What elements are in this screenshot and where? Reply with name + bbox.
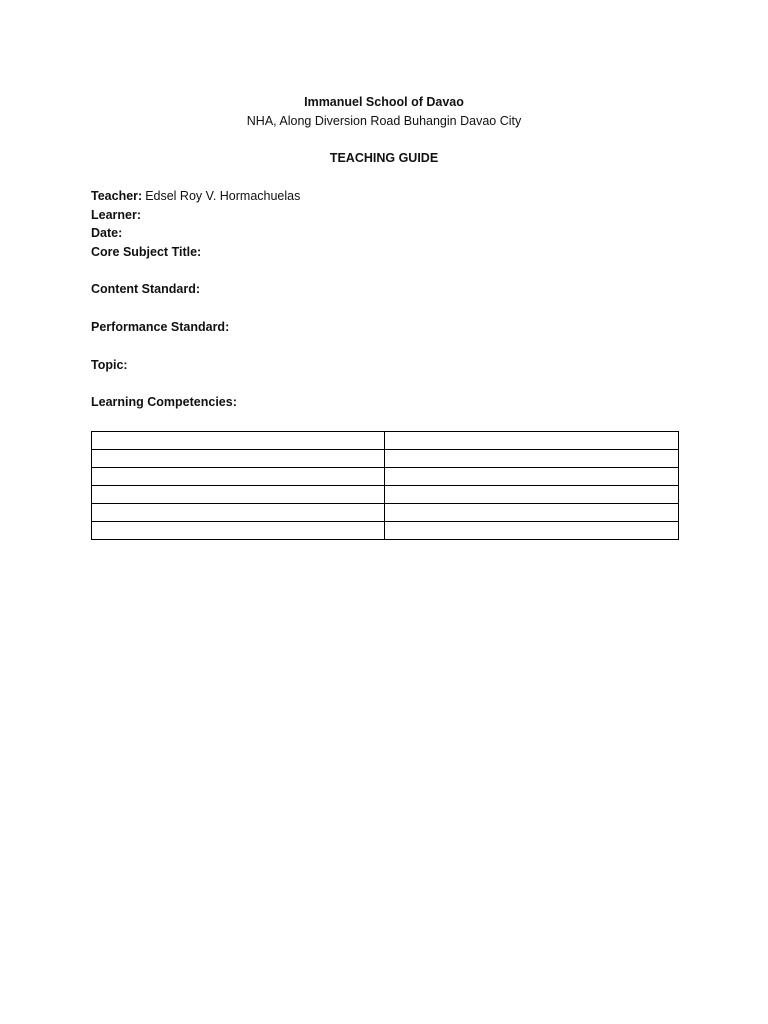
table-row [92,486,679,504]
teacher-label: Teacher: [91,189,143,203]
school-address: NHA, Along Diversion Road Buhangin Davao City [246,114,522,128]
performance-standard-label: Performance Standard: [91,320,230,334]
learning-competencies-label: Learning Competencies: [91,395,237,409]
table-row [92,522,679,540]
table-row [92,432,679,450]
core-subject-title-field [91,243,204,262]
core-subject-title-label: Core Subject Title: [91,245,202,259]
table-cell [92,468,385,486]
teacher-value: Edsel Roy V. Hormachuelas [145,189,301,203]
table-row [92,504,679,522]
learner-field [91,206,144,225]
document-title: TEACHING GUIDE [329,151,439,165]
competencies-table [91,431,679,540]
table-cell [385,486,679,504]
date-field [91,224,125,243]
teacher-field [91,187,300,206]
table-cell [92,504,385,522]
topic-field [91,356,131,375]
table-cell [92,450,385,468]
table-cell [385,450,679,468]
learner-label: Learner: [91,208,142,222]
content-standard-field [91,280,203,299]
table-cell [92,486,385,504]
school-name: Immanuel School of Davao [304,95,464,109]
topic-label: Topic: [91,358,128,372]
table-cell [92,432,385,450]
table-row [92,450,679,468]
table-cell [385,504,679,522]
table-cell [385,432,679,450]
table-cell [385,468,679,486]
table-row [92,468,679,486]
table-cell [92,522,385,540]
learning-competencies-field [91,393,240,412]
date-label: Date: [91,226,123,240]
table-cell [385,522,679,540]
performance-standard-field [91,318,232,337]
content-standard-label: Content Standard: [91,282,201,296]
